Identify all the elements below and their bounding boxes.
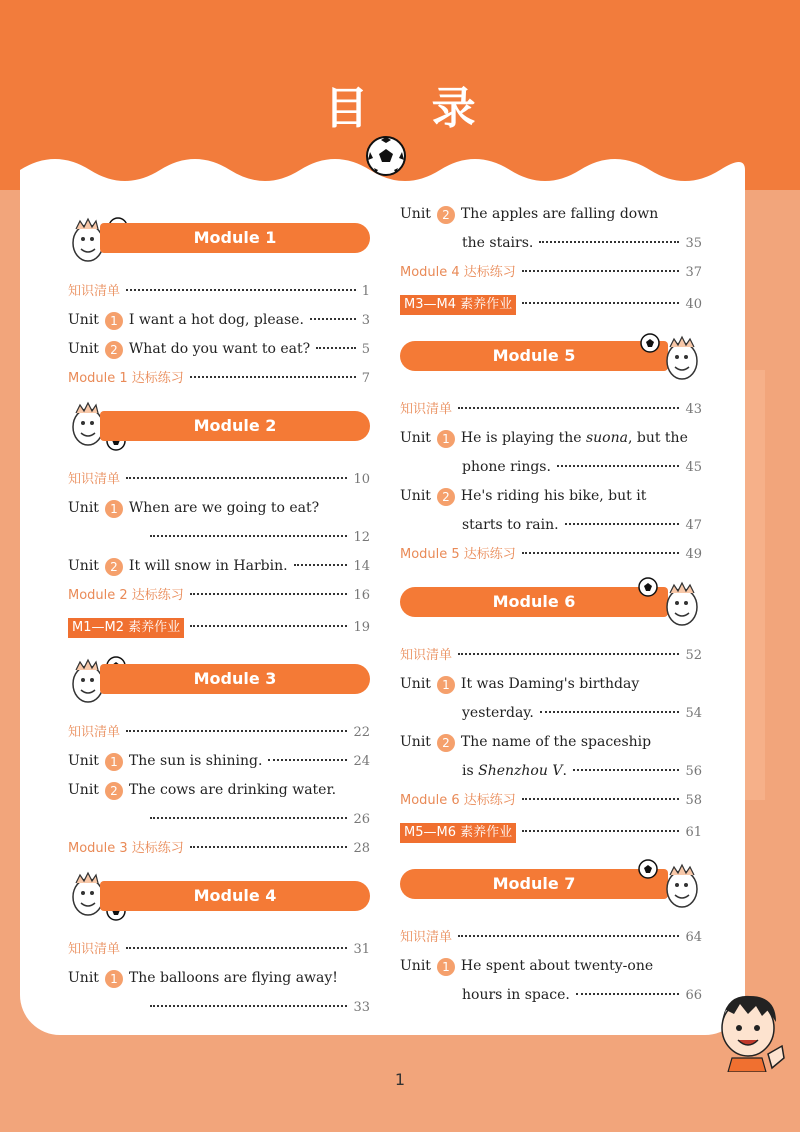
module-5-header	[400, 331, 702, 383]
toc-row-homework[interactable]	[68, 610, 370, 646]
leader-dots	[522, 270, 680, 272]
leader-dots	[540, 711, 680, 713]
module-4-header	[68, 871, 370, 923]
page-number: 64	[685, 930, 702, 945]
page-number: 3	[361, 313, 370, 328]
page-number: 22	[353, 725, 370, 740]
row-label: 知识清单	[400, 648, 453, 663]
leader-dots	[522, 830, 679, 832]
page-number: 54	[685, 706, 702, 721]
page-number: 14	[353, 559, 370, 574]
unit-number-badge: 1	[437, 958, 455, 976]
module-1-header	[68, 213, 370, 265]
toc-row-unit[interactable]	[68, 964, 370, 993]
cartoon-boy-icon	[712, 988, 788, 1072]
page-number: 56	[685, 764, 702, 779]
unit-title-continued: hours in space.	[462, 987, 570, 1003]
unit-label: Unit	[68, 312, 99, 328]
leader-dots	[458, 935, 679, 937]
toc-row-knowledge[interactable]	[400, 641, 702, 670]
module-6-header	[400, 577, 702, 629]
module-4-banner: Module 4	[100, 881, 370, 911]
toc-row-unit-continued[interactable]	[400, 511, 702, 540]
toc-right-column	[400, 200, 702, 1010]
unit-title-continued: phone rings.	[462, 459, 551, 475]
page-number: 5	[361, 342, 370, 357]
unit-title: It will snow in Harbin.	[128, 558, 288, 574]
row-label: Module 4 达标练习	[400, 265, 516, 280]
toc-row-unit[interactable]	[400, 670, 702, 699]
toc-row-unit[interactable]	[400, 200, 702, 229]
unit-title-part: He is playing the	[460, 430, 586, 446]
page-number: 43	[685, 402, 702, 417]
leader-dots	[316, 347, 356, 349]
row-label: 知识清单	[68, 472, 121, 487]
page-number: 33	[353, 1000, 370, 1015]
page-number: 10	[353, 472, 370, 487]
page-number: 45	[685, 460, 702, 475]
dinosaur-icon	[636, 859, 706, 911]
page-number: 35	[685, 236, 702, 251]
leader-dots	[458, 407, 679, 409]
page-number: 40	[685, 297, 702, 312]
leader-dots	[268, 759, 347, 761]
toc-row-unit-continued[interactable]	[400, 229, 702, 258]
homework-tag: M5—M6 素养作业	[400, 823, 516, 843]
leader-dots	[522, 798, 680, 800]
page-number: 58	[685, 793, 702, 808]
soccer-ball-icon	[364, 134, 408, 178]
unit-number-badge: 2	[437, 488, 455, 506]
page-number: 61	[685, 825, 702, 840]
toc-row-knowledge[interactable]	[68, 718, 370, 747]
toc-row-knowledge[interactable]	[400, 923, 702, 952]
unit-title-continued: starts to rain.	[462, 517, 559, 533]
toc-row-practice[interactable]	[68, 834, 370, 863]
toc-row-knowledge[interactable]	[68, 935, 370, 964]
row-label: 知识清单	[68, 942, 121, 957]
page-number: 52	[685, 648, 702, 663]
toc-row-unit[interactable]	[400, 482, 702, 511]
unit-label: Unit	[400, 206, 431, 222]
unit-number-badge: 2	[437, 734, 455, 752]
toc-row-unit-continued[interactable]	[400, 981, 702, 1010]
page-number: 19	[353, 620, 370, 635]
page-number: 7	[361, 371, 370, 386]
leader-dots	[573, 769, 680, 771]
toc-row-unit-continued[interactable]	[400, 699, 702, 728]
unit-title: The name of the spaceship	[460, 734, 652, 750]
toc-row-unit[interactable]	[68, 776, 370, 805]
row-label: 知识清单	[68, 725, 121, 740]
unit-label: Unit	[400, 958, 431, 974]
toc-row-unit-continued[interactable]	[68, 523, 370, 552]
unit-title: The apples are falling down	[460, 206, 659, 222]
page-number: 1	[361, 284, 370, 299]
unit-title-part: .	[562, 763, 567, 779]
homework-tag: M3—M4 素养作业	[400, 295, 516, 315]
unit-number-badge: 1	[105, 753, 123, 771]
dinosaur-icon	[636, 331, 706, 383]
unit-title: I want a hot dog, please.	[128, 312, 304, 328]
leader-dots	[190, 376, 356, 378]
row-label: 知识清单	[400, 930, 453, 945]
unit-label: Unit	[68, 558, 99, 574]
page-number: 12	[353, 530, 370, 545]
unit-title-italic: Shenzhou V	[478, 763, 563, 779]
unit-label: Unit	[400, 488, 431, 504]
unit-title-continued	[462, 757, 567, 786]
toc-row-unit-continued[interactable]	[68, 993, 370, 1022]
unit-title: The cows are drinking water.	[128, 782, 337, 798]
unit-number-badge: 1	[105, 312, 123, 330]
module-5-banner: Module 5	[400, 341, 668, 371]
leader-dots	[126, 289, 356, 291]
unit-title-part: , but the	[627, 430, 688, 446]
unit-label: Unit	[68, 753, 99, 769]
unit-title-italic: suona	[585, 430, 628, 446]
row-label: Module 6 达标练习	[400, 793, 516, 808]
page-number: 66	[685, 988, 702, 1003]
unit-title-continued: the stairs.	[462, 235, 534, 251]
unit-title: The sun is shining.	[128, 753, 263, 769]
toc-row-knowledge[interactable]	[68, 277, 370, 306]
unit-title: What do you want to eat?	[128, 341, 311, 357]
dinosaur-icon	[636, 577, 706, 629]
unit-title: He spent about twenty-one	[460, 958, 654, 974]
page-number: 37	[685, 265, 702, 280]
toc-row-unit[interactable]	[400, 952, 702, 981]
toc-row-practice[interactable]	[400, 540, 702, 569]
leader-dots	[126, 947, 347, 949]
toc-row-unit-continued[interactable]	[400, 453, 702, 482]
unit-title: When are we going to eat?	[128, 500, 320, 516]
toc-row-unit-continued[interactable]	[68, 805, 370, 834]
unit-number-badge: 1	[105, 500, 123, 518]
toc-row-unit[interactable]	[68, 306, 370, 335]
row-label: Module 2 达标练习	[68, 588, 184, 603]
toc-row-unit[interactable]	[68, 494, 370, 523]
toc-left-column	[68, 205, 370, 1022]
unit-number-badge: 2	[105, 558, 123, 576]
module-2-header	[68, 401, 370, 453]
leader-dots	[150, 817, 347, 819]
leader-dots	[310, 318, 356, 320]
toc-row-homework[interactable]	[400, 815, 702, 851]
unit-number-badge: 2	[105, 341, 123, 359]
toc-row-practice[interactable]	[400, 786, 702, 815]
unit-label: Unit	[68, 970, 99, 986]
module-7-header	[400, 859, 702, 911]
unit-number-badge: 1	[105, 970, 123, 988]
unit-title-continued: yesterday.	[462, 705, 534, 721]
module-2-banner: Module 2	[100, 411, 370, 441]
row-label: Module 5 达标练习	[400, 547, 516, 562]
toc-row-unit[interactable]	[68, 335, 370, 364]
leader-dots	[190, 593, 348, 595]
row-label: Module 3 达标练习	[68, 841, 184, 856]
page-title: 目 录	[324, 83, 500, 134]
toc-row-unit[interactable]	[68, 747, 370, 776]
toc-row-practice[interactable]	[68, 581, 370, 610]
module-6-banner: Module 6	[400, 587, 668, 617]
unit-label: Unit	[68, 782, 99, 798]
unit-title: It was Daming's birthday	[460, 676, 640, 692]
leader-dots	[458, 653, 679, 655]
leader-dots	[522, 552, 680, 554]
unit-number-badge: 2	[105, 782, 123, 800]
row-label: 知识清单	[400, 402, 453, 417]
page-number: 49	[685, 547, 702, 562]
leader-dots	[190, 625, 347, 627]
toc-row-practice[interactable]	[68, 364, 370, 393]
unit-label: Unit	[68, 341, 99, 357]
module-1-banner: Module 1	[100, 223, 370, 253]
page-number: 24	[353, 754, 370, 769]
leader-dots	[150, 1005, 347, 1007]
toc-row-unit[interactable]	[400, 424, 702, 453]
module-3-banner: Module 3	[100, 664, 370, 694]
row-label: 知识清单	[68, 284, 121, 299]
leader-dots	[565, 523, 680, 525]
unit-title: The balloons are flying away!	[128, 970, 338, 986]
side-strip	[745, 370, 765, 800]
unit-label: Unit	[400, 430, 431, 446]
toc-row-unit[interactable]	[400, 728, 702, 757]
unit-number-badge: 2	[437, 206, 455, 224]
unit-number-badge: 1	[437, 430, 455, 448]
page-number-footer: 1	[394, 1070, 406, 1089]
unit-title-part: is	[462, 763, 479, 779]
toc-row-practice[interactable]	[400, 258, 702, 287]
page-number: 47	[685, 518, 702, 533]
module-3-header	[68, 654, 370, 706]
row-label: Module 1 达标练习	[68, 371, 184, 386]
leader-dots	[126, 730, 347, 732]
unit-title: He's riding his bike, but it	[460, 488, 647, 504]
toc-row-knowledge[interactable]	[400, 395, 702, 424]
leader-dots	[557, 465, 680, 467]
leader-dots	[294, 564, 348, 566]
leader-dots	[522, 302, 679, 304]
toc-row-unit-continued[interactable]	[400, 757, 702, 786]
leader-dots	[126, 477, 347, 479]
page-number: 26	[353, 812, 370, 827]
toc-row-unit[interactable]	[68, 552, 370, 581]
unit-label: Unit	[400, 676, 431, 692]
leader-dots	[576, 993, 680, 995]
module-7-banner: Module 7	[400, 869, 668, 899]
leader-dots	[539, 241, 679, 243]
homework-tag: M1—M2 素养作业	[68, 618, 184, 638]
page-number: 31	[353, 942, 370, 957]
leader-dots	[150, 535, 347, 537]
leader-dots	[190, 846, 348, 848]
toc-row-homework[interactable]	[400, 287, 702, 323]
toc-row-knowledge[interactable]	[68, 465, 370, 494]
page-number: 28	[353, 841, 370, 856]
unit-number-badge: 1	[437, 676, 455, 694]
unit-label: Unit	[68, 500, 99, 516]
page-number: 16	[353, 588, 370, 603]
unit-label: Unit	[400, 734, 431, 750]
unit-title	[461, 424, 688, 453]
